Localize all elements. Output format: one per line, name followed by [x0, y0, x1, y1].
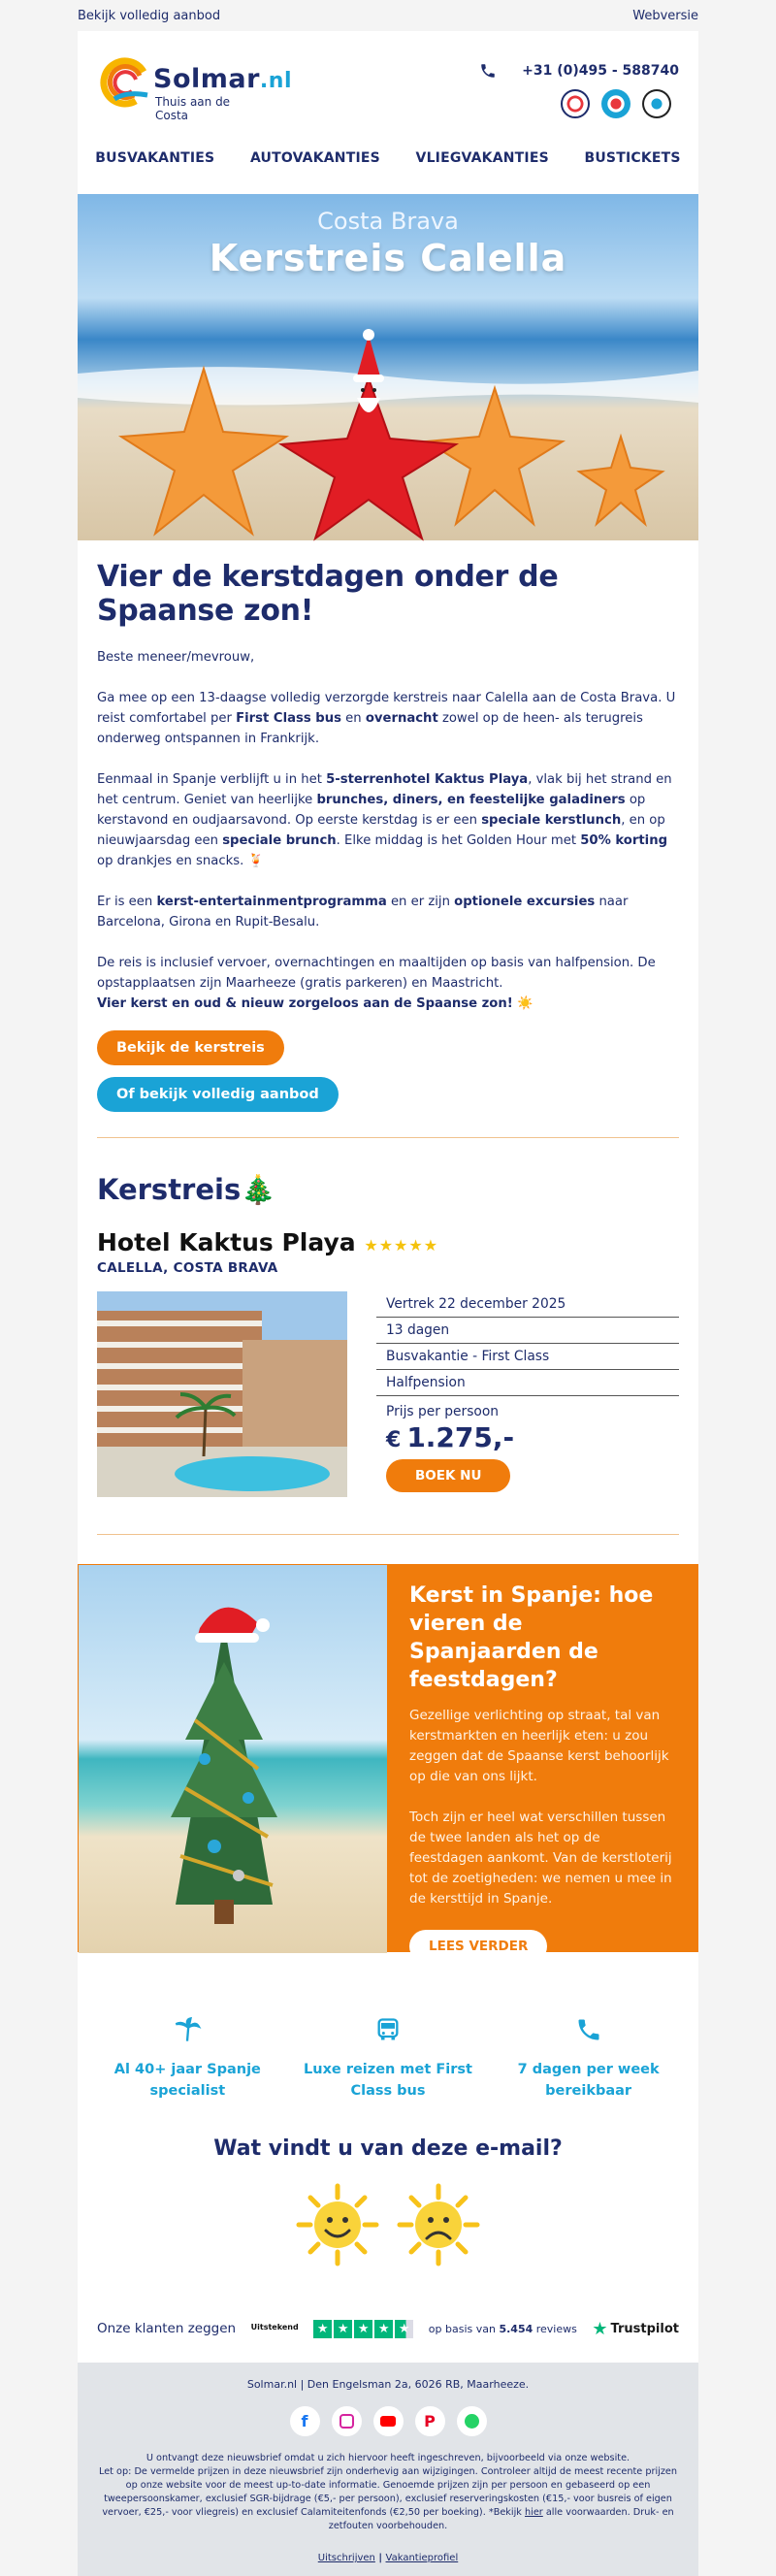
star-icon: ★	[313, 2320, 332, 2338]
footer-disclaimer: Let op: De vermelde prijzen in deze nieuwsbrief zijn onderhevig aan wijzigingen. Controleer altijd de meest recente prijzen op onze website voor de meest up-to-date informatie. Genoemde prijzen zijn per persoon en gebaseerd op een tweepersoonskamer, exclusief SGR-bijdrage (€5,- per persoon), exclusief reserveringskosten (€15,- voor busreis of eigen vervoer, €25,- voor vliegreis) en exclusief Calamiteitenfonds (€2,50 per boeking). *Bekijk hier alle voorwaarden. Druk- en zetfouten voorbehouden.	[98, 2466, 678, 2531]
star-icon: ★	[374, 2320, 393, 2338]
pinterest-icon[interactable]: P	[415, 2406, 445, 2436]
intro-heading: Vier de kerstdagen onder de Spaanse zon!	[97, 560, 559, 628]
article-title: Kerst in Spanje: hoe vieren de Spanjaarden de feestdagen?	[409, 1583, 654, 1692]
main-navigation	[78, 138, 698, 179]
travel-type: Busvakantie - First Class	[376, 1344, 679, 1370]
trustpilot-star-icon: ★	[592, 2318, 608, 2339]
solmar-logo[interactable]	[97, 52, 292, 122]
view-christmas-trip-button[interactable]: Bekijk de kerstreis	[97, 1030, 284, 1065]
palm-tree-icon	[174, 2016, 201, 2043]
star-icon: ★	[334, 2320, 352, 2338]
christmas-tree-beach-image	[79, 1565, 387, 1953]
intro-paragraph-1: Ga mee op een 13-daagse volledig verzorgde kerstreis naar Calella aan de Costa Brava. U reist comfortabel per First Class bus en overnacht zowel op de heen- als terugreis onderweg ontspannen in Frankrijk.	[97, 691, 676, 746]
book-now-button[interactable]: BOEK NU	[386, 1459, 510, 1492]
hotel-name[interactable]: Hotel Kaktus Playa ★★★★★	[97, 1228, 439, 1256]
quality-badges	[561, 89, 671, 118]
intro-paragraph-4: De reis is inclusief vervoer, overnachtingen en maaltijden op basis van halfpension. De opstapplaatsen zijn Maarheeze (gratis parkeren) en Maastricht. Vier kerst en oud & nieuw zorgeloos aan de Spaanse zon! ☀️	[97, 956, 656, 1011]
intro-section	[78, 540, 698, 1535]
hero-subtitle: Costa Brava	[317, 208, 459, 235]
phone-number: +31 (0)495 - 588740	[522, 63, 679, 79]
facebook-icon[interactable]: f	[290, 2406, 320, 2436]
nav-busvakanties[interactable]: BUSVAKANTIES	[95, 150, 215, 166]
intro-paragraph-2: Eenmaal in Spanje verblijft u in het 5-sterrenhotel Kaktus Playa, vlak bij het strand en het centrum. Geniet van heerlijke brunches, diners, en feestelijke galadiners op kerstavond en oudjaarsavond. Op eerste kerstdag is er een speciale kerstlunch, en op nieuwjaarsdag een speciale brunch. Elke middag is het Golden Hour met 50% korting op drankjes en snacks. 🍹	[97, 772, 672, 868]
social-links	[97, 2406, 679, 2436]
footer-address: Solmar.nl | Den Engelsman 2a, 6026 RB, Maarheeze.	[246, 2378, 530, 2391]
hero-banner[interactable]	[78, 194, 698, 540]
webversion-link[interactable]: Webversie	[632, 8, 698, 23]
whatsapp-icon[interactable]	[457, 2406, 487, 2436]
header	[78, 31, 698, 138]
footer-subscription-note: U ontvangt deze nieuwsbrief omdat u zich hiervoor heeft ingeschreven, bijvoorbeeld via onze website.	[146, 2453, 630, 2463]
full-offer-link[interactable]: Bekijk volledig aanbod	[78, 8, 221, 23]
price-label: Prijs per persoon	[386, 1404, 500, 1419]
trip-details	[376, 1291, 679, 1497]
usp-row	[78, 1952, 698, 2117]
happy-sun-icon[interactable]	[297, 2184, 378, 2266]
hotel-location: CALELLA, COSTA BRAVA	[97, 1260, 278, 1276]
hotel-offer-card	[97, 1291, 679, 1497]
star-rating: ★★★★★	[364, 1236, 439, 1255]
board-type: Halfpension	[376, 1370, 679, 1396]
trustpilot-rating-word: Uitstekend	[250, 2323, 299, 2331]
logo-wordmark: Solmar.nl	[153, 64, 292, 94]
departure-date: Vertrek 22 december 2025	[376, 1291, 679, 1318]
greeting: Beste meneer/mevrouw,	[97, 650, 255, 665]
article-paragraph-1: Gezellige verlichting op straat, tal van kerstmarkten en heerlijk eten: u zou zeggen dat de Spaanse kerst behoorlijk op die van ons lijkt.	[409, 1708, 669, 1784]
article-paragraph-2: Toch zijn er heel wat verschillen tussen de twee landen als het op de feestdagen aankomt. Van de kerstloterij tot de zoetigheden: we nemen u mee in de kersttijd in Spanje.	[409, 1810, 672, 1907]
survey-title: Wat vindt u van deze e-mail?	[213, 2136, 563, 2161]
trustpilot-rating	[251, 2323, 299, 2334]
usp-item: 7 dagen per week bereikbaar	[497, 2016, 681, 2117]
star-icon: ★	[354, 2320, 372, 2338]
bus-icon	[374, 2016, 402, 2043]
logo-tagline: Thuis aan de Costa	[155, 95, 231, 122]
divider	[97, 1534, 679, 1535]
offer-section-title: Kerstreis🎄	[97, 1173, 276, 1206]
nav-vliegvakanties[interactable]: VLIEGVAKANTIES	[415, 150, 549, 166]
read-more-button[interactable]: LEES VERDER	[409, 1930, 547, 1963]
phone-contact[interactable]	[479, 62, 679, 80]
hotel-photo[interactable]	[97, 1291, 347, 1497]
view-full-offer-button[interactable]: Of bekijk volledig aanbod	[97, 1077, 339, 1112]
unsubscribe-link[interactable]: Uitschrijven	[317, 2553, 375, 2563]
trustpilot-review-count: op basis van 5.454 reviews	[428, 2322, 577, 2335]
calamiteitenfonds-badge-icon	[642, 89, 671, 118]
youtube-icon[interactable]	[373, 2406, 404, 2436]
holiday-profile-link[interactable]: Vakantieprofiel	[385, 2553, 459, 2563]
usp-item: Al 40+ jaar Spanje specialist	[95, 2016, 279, 2117]
nav-autovakanties[interactable]: AUTOVAKANTIES	[249, 150, 380, 166]
article-content	[386, 1564, 698, 1952]
trustpilot-logo: ★ Trustpilot	[592, 2318, 679, 2339]
intro-paragraph-3: Er is een kerst-entertainmentprogramma en er zijn optionele excursies naar Barcelona, Girona en Rupit-Besalu.	[97, 895, 629, 929]
trustpilot-bar[interactable]	[78, 2295, 698, 2363]
sgr-badge-icon	[601, 89, 630, 118]
phone-icon	[575, 2016, 602, 2043]
trip-duration: 13 dagen	[376, 1318, 679, 1344]
phone-icon	[479, 62, 497, 80]
footer	[78, 2363, 698, 2576]
article-block	[78, 1564, 698, 1952]
instagram-icon[interactable]	[332, 2406, 362, 2436]
divider	[97, 1137, 679, 1138]
footer-links: Uitschrijven | Vakantieprofiel	[317, 2553, 459, 2563]
usp-item: Luxe reizen met First Class bus	[296, 2016, 480, 2117]
conditions-link[interactable]: hier	[525, 2507, 543, 2518]
trustpilot-stars	[313, 2320, 413, 2338]
star-icon: ★	[395, 2320, 413, 2338]
trustpilot-label: Onze klanten zeggen	[97, 2321, 237, 2336]
hotel-building-pool-image	[97, 1291, 347, 1497]
hero-title: Kerstreis Calella	[209, 237, 567, 279]
sad-sun-icon[interactable]	[398, 2184, 479, 2266]
email-container	[78, 31, 698, 2576]
anvr-badge-icon	[561, 89, 590, 118]
top-bar	[78, 0, 698, 31]
nav-bustickets[interactable]: BUSTICKETS	[584, 150, 681, 166]
survey-options	[78, 2184, 698, 2266]
sun-logo-icon	[97, 52, 151, 107]
article-photo[interactable]	[78, 1564, 386, 1952]
price: € 1.275,-	[386, 1421, 515, 1453]
